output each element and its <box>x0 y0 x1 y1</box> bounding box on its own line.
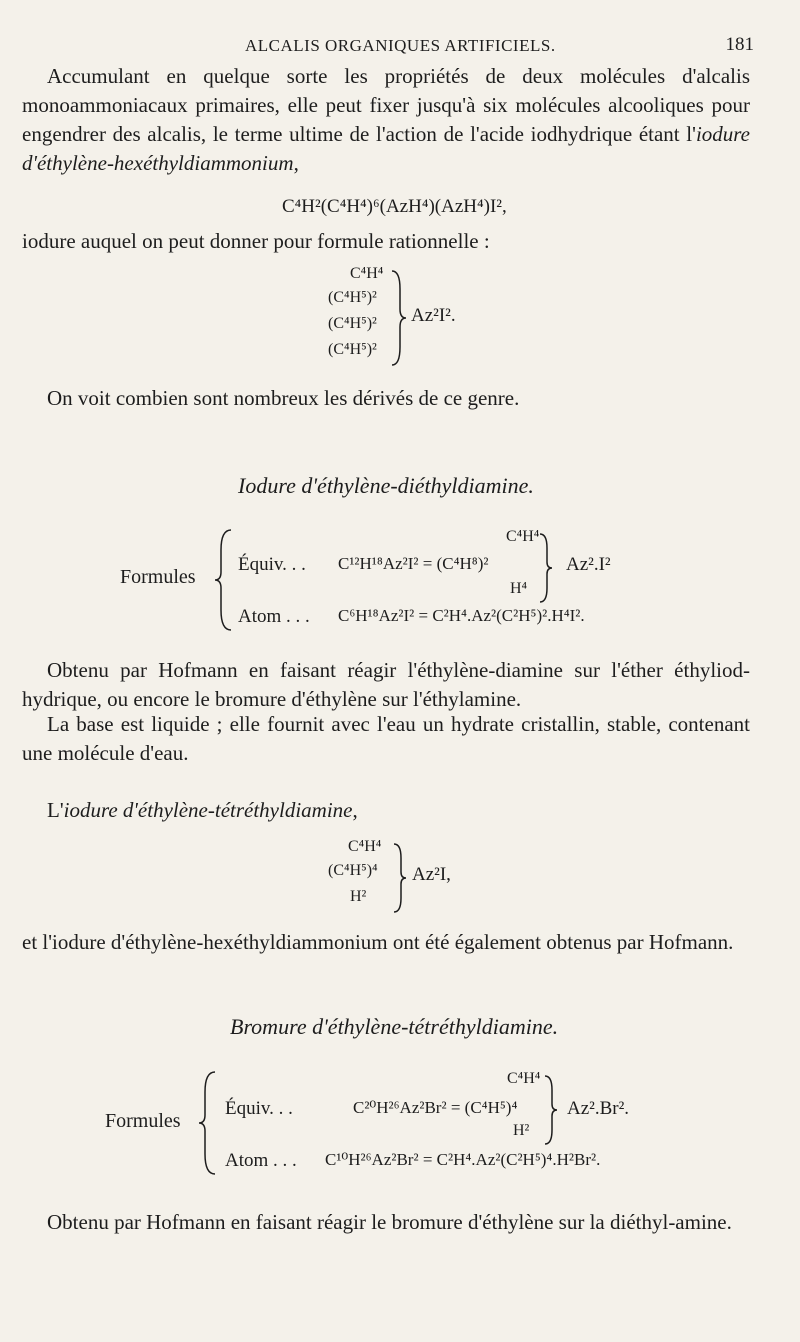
atom-label: Atom . . . <box>238 606 310 627</box>
equiv-label: Équiv. . . <box>225 1098 293 1119</box>
section-title-iodure-diethyl <box>238 473 534 499</box>
page-header <box>0 30 800 60</box>
section-title-bromure <box>230 1014 558 1040</box>
rational-line: (C⁴H⁵)² <box>328 341 377 358</box>
italic-compound-name: iodure d'éthylène-hexéthyldiammonium <box>22 122 750 175</box>
rational-line: H² <box>350 888 367 905</box>
equiv-right: Az².I² <box>566 554 611 575</box>
italic-compound-name: iodure d'éthylène-tétréthyldiamine <box>63 798 353 822</box>
equiv-formula: C¹²H¹⁸Az²I² = (C⁴H⁸)² <box>338 554 489 573</box>
stack-top: C⁴H⁴ <box>506 528 540 545</box>
paragraph-et-iodure: et l'iodure d'éthylène-hexéthyldiammonium ont été également obtenus par Hofmann. <box>22 930 734 954</box>
paragraph-iodure-auquel: iodure auquel on peut donner pour formule rationnelle : <box>22 229 490 253</box>
rational-right: Az²I, <box>412 864 451 885</box>
equiv-right: Az².Br². <box>567 1098 630 1119</box>
title-italic: d'éthylène-tétréthyldiamine. <box>312 1014 559 1039</box>
paragraph-la-base: La base est liquide ; elle fournit avec l'eau un hydrate cristallin, stable, contenant une molécule d'eau. <box>22 712 750 765</box>
paragraph-iodure-tetrethyl <box>22 796 750 825</box>
paragraph-text: Accumulant en quelque sorte les propriétés de deux molécules d'alcalis monoammoniacaux primaires, elle peut fixer jusqu'à six molécules alcooliques pour engendrer des alcalis, le terme ultime de l'action de l'acide iodhydrique étant l' <box>22 64 750 146</box>
paragraph-obtenu-2: Obtenu par Hofmann en faisant réagir le bromure d'éthylène sur la diéthyl-amine. <box>47 1210 732 1234</box>
formula-raw: C⁴H²(C⁴H⁴)⁶(AzH⁴)(AzH⁴)I², <box>282 196 507 217</box>
punct: , <box>293 151 299 175</box>
formules-block-1 <box>118 520 678 635</box>
rational-line: C⁴H⁴ <box>350 265 384 282</box>
right-brace-icon <box>543 1074 559 1146</box>
rational-line: C⁴H⁴ <box>348 838 382 855</box>
paragraph-on-voit: On voit combien sont nombreux les dérivés de ce genre. <box>47 386 520 410</box>
formules-block-2 <box>105 1062 705 1177</box>
punct: , <box>352 798 358 822</box>
formules-label: Formules <box>105 1110 181 1132</box>
rational-line: (C⁴H⁵)² <box>328 315 377 332</box>
right-brace-icon <box>390 269 408 367</box>
stack-top: C⁴H⁴ <box>507 1070 541 1087</box>
rational-line: (C⁴H⁵)² <box>328 289 377 306</box>
title-prefix: Iodure <box>238 473 302 498</box>
rational-formula-2 <box>328 838 488 918</box>
atom-label: Atom . . . <box>225 1150 297 1171</box>
title-prefix: Bromure <box>230 1014 313 1039</box>
page-number: 181 <box>725 34 754 55</box>
paragraph-obtenu-1: Obtenu par Hofmann en faisant réagir l'éthylène-diamine sur l'éther éthyliod-hydrique, ou encore le bromure d'éthylène sur l'éthylamine. <box>22 658 750 711</box>
rational-right: Az²I². <box>411 305 456 326</box>
right-brace-icon <box>538 532 554 604</box>
atom-formula: C⁶H¹⁸Az²I² = C²H⁴.Az²(C²H⁵)².H⁴I². <box>338 606 585 625</box>
formules-label: Formules <box>120 566 196 588</box>
stack-bottom: H⁴ <box>510 580 528 597</box>
left-brace-icon <box>213 528 233 632</box>
paragraph-accumulant <box>22 62 750 178</box>
equiv-label: Équiv. . . <box>238 554 306 575</box>
rational-formula-1 <box>328 265 478 373</box>
right-brace-icon <box>392 842 408 914</box>
equiv-formula: C²⁰H²⁶Az²Br² = (C⁴H⁵)⁴ <box>353 1098 518 1117</box>
left-brace-icon <box>197 1070 217 1176</box>
title-italic: d'éthylène-diéthyldiamine. <box>301 473 534 498</box>
stack-bottom: H² <box>513 1122 530 1139</box>
rational-line: (C⁴H⁵)⁴ <box>328 862 378 879</box>
prefix: L' <box>47 798 64 822</box>
running-title: ALCALIS ORGANIQUES ARTIFICIELS. <box>245 36 556 55</box>
atom-formula: C¹⁰H²⁶Az²Br² = C²H⁴.Az²(C²H⁵)⁴.H²Br². <box>325 1150 601 1169</box>
